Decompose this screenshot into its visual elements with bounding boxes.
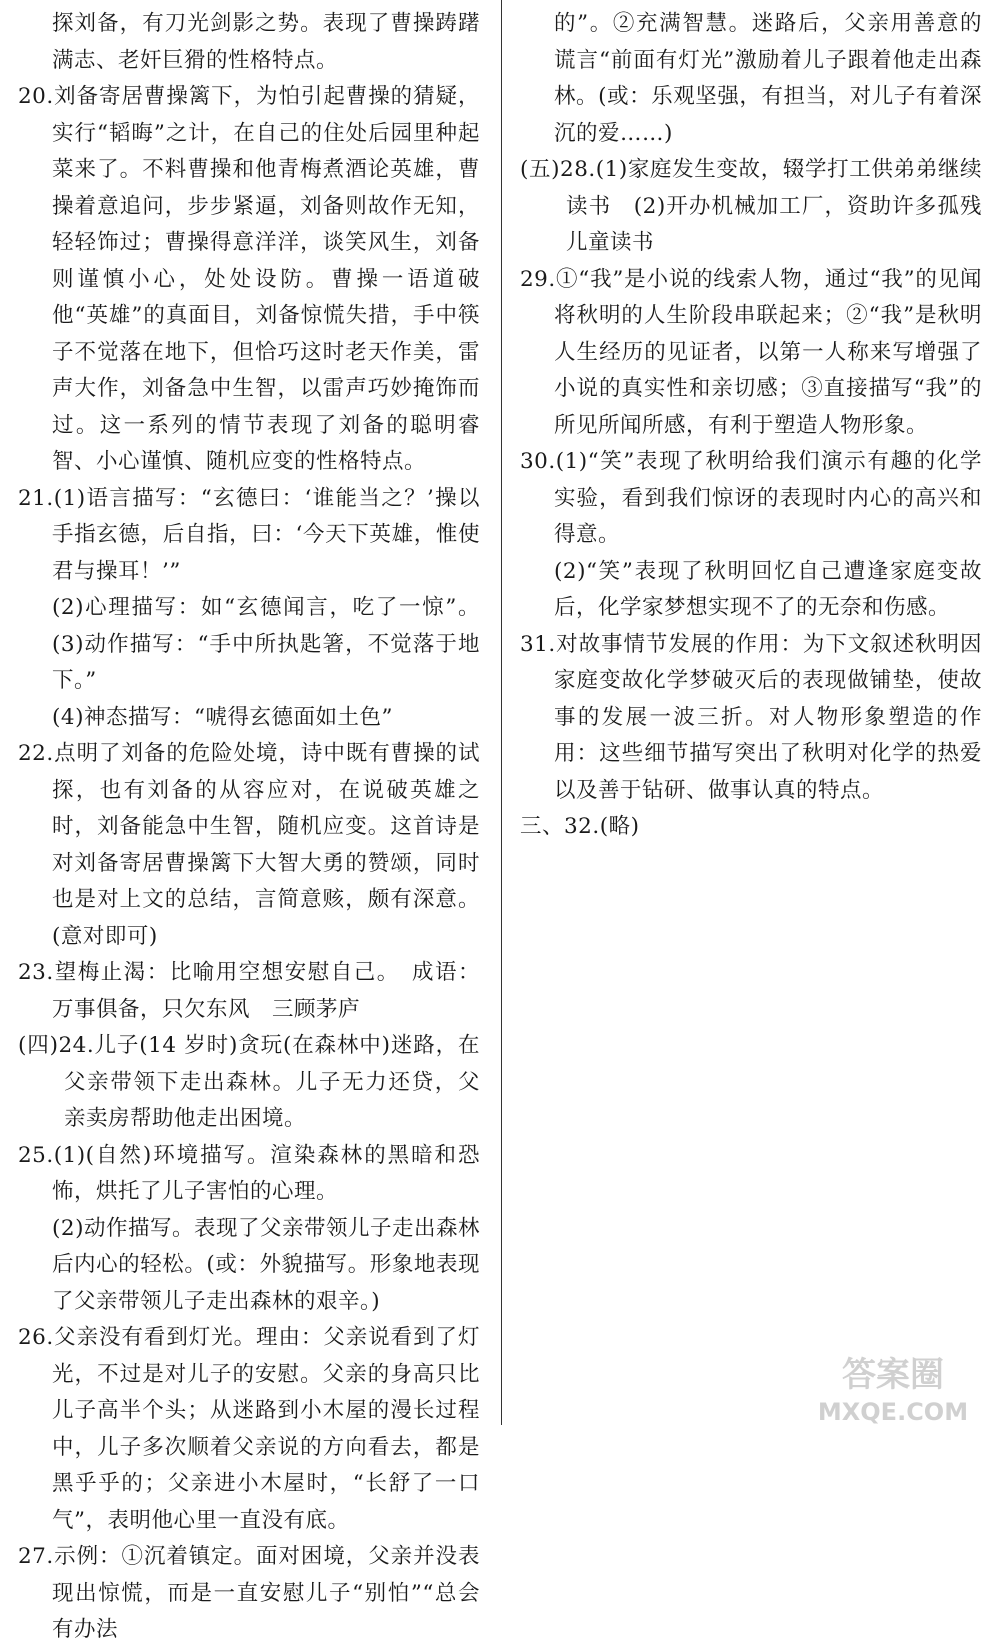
answer-item-l26: 26.父亲没有看到灯光。理由：父亲说看到了灯光，不过是对儿子的安慰。父亲的身高只比儿子高半个头；从迷路到小木屋的漫长过程中，儿子多次顺着父亲说的方向看去，都是黑乎乎的；父亲进小木屋时，“长舒了一口气”，表明他心里一直没有底。	[18, 1325, 480, 1533]
answer-item-l24: (四)24.儿子(14 岁时)贪玩(在森林中)迷路，在父亲带领下走出森林。儿子无力还贷，父亲卖房帮助他走出困境。	[18, 1033, 480, 1131]
right-column	[520, 6, 982, 846]
column-divider	[501, 0, 502, 1425]
answer-item-l22: 22.点明了刘备的危险处境，诗中既有曹操的试探，也有刘备的从容应对，在说破英雄之时，刘备能急中生智，随机应变。这首诗是对刘备寄居曹操篱下大智大勇的赞颂，同时也是对上文的总结，言简意赅，颇有深意。(意对即可)	[18, 741, 480, 949]
answer-item-l0: 探刘备，有刀光剑影之势。表现了曹操踌躇满志、老奸巨猾的性格特点。	[52, 11, 480, 73]
answer-item-r30b: (2)“笑”表现了秋明回忆自己遭逢家庭变故后，化学家梦想实现不了的无奈和伤感。	[554, 558, 982, 620]
answer-item-r32: 三、32.(略)	[520, 814, 640, 839]
answer-item-r31: 31.对故事情节发展的作用：为下文叙述秋明因家庭变故化学梦破灭后的表现做铺垫，使故事的发展一波三折。对人物形象塑造的作用：这些细节描写突出了秋明对化学的热爱以及善于钻研、做事认真的特点。	[520, 631, 982, 803]
answer-item-l25a: 25.(1)(自然)环境描写。渲染森林的黑暗和恐怖，烘托了儿子害怕的心理。	[18, 1142, 480, 1204]
answer-item-l20: 20.刘备寄居曹操篱下，为怕引起曹操的猜疑，实行“韬晦”之计，在自己的住处后园里种起菜来了。不料曹操和他青梅煮酒论英雄，曹操着意追问，步步紧逼，刘备则故作无知，轻轻饰过；曹操得意洋洋，谈笑风生，刘备则谨慎小心，处处设防。曹操一语道破他“英雄”的真面目，刘备惊慌失措，手中筷子不觉落在地下，但恰巧这时老天作美，雷声大作，刘备急中生智，以雷声巧妙掩饰而过。这一系列的情节表现了刘备的聪明睿智、小心谨慎、随机应变的性格特点。	[18, 84, 480, 474]
answer-item-l25b: (2)动作描写。表现了父亲带领儿子走出森林后内心的轻松。(或：外貌描写。形象地表现了父亲带领儿子走出森林的艰辛。)	[52, 1215, 480, 1314]
answer-item-l21b: (2)心理描写：如“玄德闻言，吃了一惊”。(3)动作描写：“手中所执匙箸，不觉落于地下。”	[52, 595, 480, 693]
answer-item-l21c: (4)神态描写：“唬得玄德面如土色”	[52, 704, 393, 730]
answer-item-r27: 的”。②充满智慧。迷路后，父亲用善意的谎言“前面有灯光”激励着儿子跟着他走出森林。(或：乐观坚强，有担当，对儿子有着深沉的爱……)	[554, 11, 982, 146]
watermark-logo	[808, 1346, 978, 1430]
answer-item-r28: (五)28.(1)家庭发生变故，辍学打工供弟弟继续读书 (2)开办机械加工厂，资助许多孤残儿童读书	[520, 157, 982, 255]
answer-item-l27: 27.示例：①沉着镇定。面对困境，父亲并没表现出惊慌，而是一直安慰儿子“别怕”“总会有办法	[18, 1544, 480, 1642]
answer-item-r29: 29.①“我”是小说的线索人物，通过“我”的见闻将秋明的人生阶段串联起来；②“我”是秋明人生经历的见证者，以第一人称来写增强了小说的真实性和亲切感；③直接描写“我”的所见所闻所感，有利于塑造人物形象。	[520, 266, 982, 438]
answer-item-r30a: 30.(1)“笑”表现了秋明给我们演示有趣的化学实验，看到我们惊讶的表现时内心的高兴和得意。	[520, 449, 982, 547]
watermark-bottom-text: MXQE.COM	[817, 1398, 969, 1426]
answer-item-l23: 23.望梅止渴：比喻用空想安慰自己。 成语：万事俱备，只欠东风 三顾茅庐	[18, 960, 480, 1022]
answer-item-l21a: 21.(1)语言描写：“玄德曰：‘谁能当之？’操以手指玄德，后自指，曰：‘今天下英雄，惟使君与操耳！’”	[18, 485, 480, 584]
left-column	[18, 6, 480, 1649]
watermark-top-text: 答案圈	[842, 1355, 944, 1395]
